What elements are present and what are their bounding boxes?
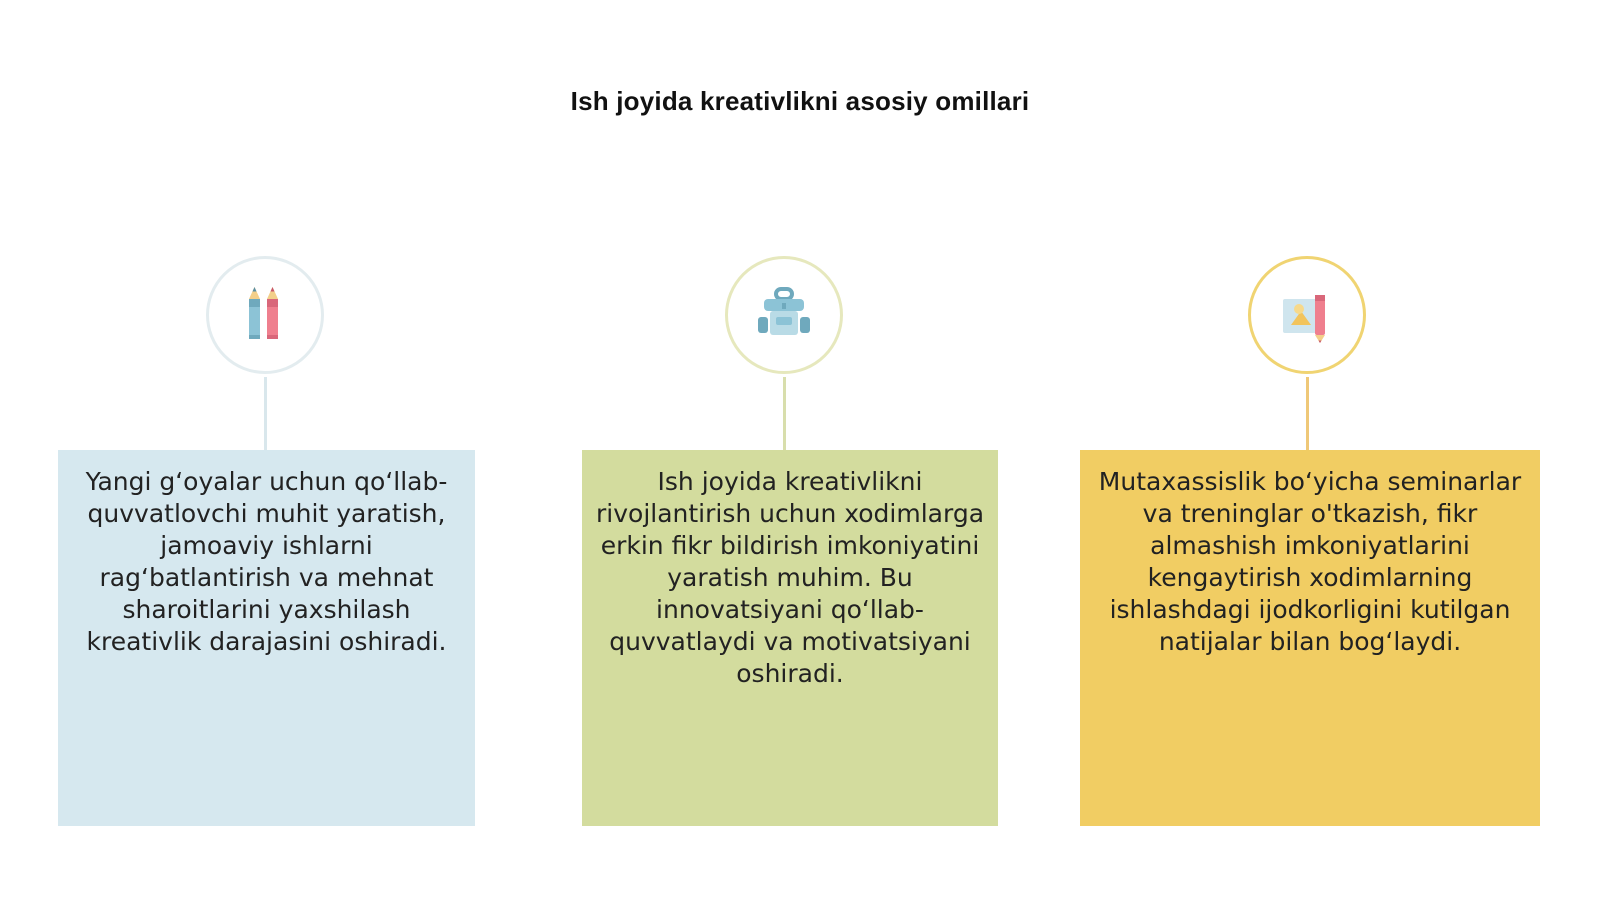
factor-text-1: Yangi g‘oyalar uchun qo‘llab-quvvatlovchi muhit yaratish, jamoaviy ishlarni rag‘batlantirish va mehnat sharoitlarini yaxshilash kreativlik darajasini oshiradi. xyxy=(85,467,448,656)
connector-line xyxy=(783,377,786,450)
connector-line xyxy=(264,377,267,450)
factor-text-2: Ish joyida kreativlikni rivojlantirish uchun xodimlarga erkin fikr bildirish imkoniyatini yaratish muhim. Bu innovatsiyani qo‘llab-quvvatlaydi va motivatsiyani oshiradi. xyxy=(596,467,985,688)
factor-text-3: Mutaxassislik bo‘yicha seminarlar va treninglar o'tkazish, fikr almashish imkoniyatlarini kengaytirish xodimlarning ishlashdagi ijodkorligini kutilgan natijalar bilan bog‘laydi. xyxy=(1098,467,1522,656)
factor-card-3 xyxy=(1080,450,1540,826)
backpack-icon xyxy=(725,256,843,374)
page-title: Ish joyida kreativlikni asosiy omillari xyxy=(570,86,1030,116)
factor-card-1 xyxy=(58,450,475,826)
connector-line xyxy=(1306,377,1309,450)
pencils-icon xyxy=(206,256,324,374)
factor-card-2 xyxy=(582,450,998,826)
canvas-pencil-icon xyxy=(1248,256,1366,374)
